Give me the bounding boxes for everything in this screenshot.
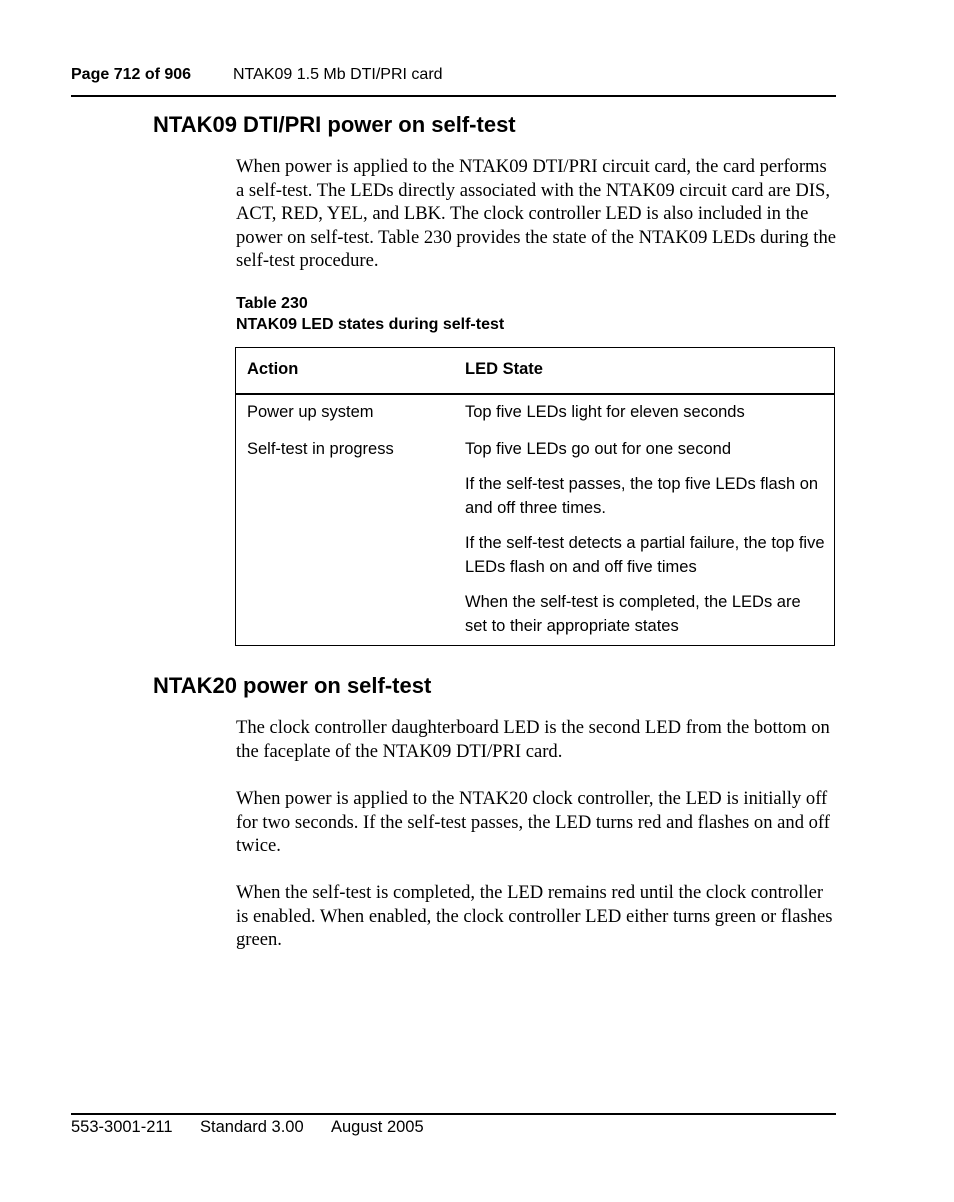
- section-heading-ntak09: NTAK09 DTI/PRI power on self-test: [153, 112, 516, 137]
- table-number: Table 230: [236, 295, 308, 312]
- section2-paragraph-3: When the self-test is completed, the LED remains red until the clock controller is enabled. When enabled, the clock controller LED either turns green or flashes green.: [236, 882, 833, 951]
- table-cell-state: When the self-test is completed, the LEDs are set to their appropriate states: [465, 593, 801, 635]
- table-cell-state: If the self-test detects a partial failure, the top five LEDs flash on and off five times: [465, 534, 825, 576]
- footer-doc-number: 553-3001-211: [71, 1118, 173, 1136]
- footer-divider: [71, 1113, 836, 1115]
- page-number: Page 712 of 906: [71, 66, 192, 83]
- table-title: NTAK09 LED states during self-test: [236, 316, 505, 333]
- table-header-led-state: LED State: [465, 360, 543, 378]
- section2-paragraph-2: When power is applied to the NTAK20 clock controller, the LED is initially off for two seconds. If the self-test passes, the LED turns red and flashes on and off twice.: [236, 788, 830, 857]
- footer-standard: Standard 3.00: [200, 1118, 304, 1136]
- table-cell-action: Power up system: [247, 403, 374, 421]
- table-cell-state: Top five LEDs light for eleven seconds: [465, 403, 745, 421]
- document-title: NTAK09 1.5 Mb DTI/PRI card: [233, 66, 443, 83]
- table-header-action: Action: [247, 360, 299, 378]
- table-header-divider: [236, 393, 834, 395]
- table-cell-action: Self-test in progress: [247, 440, 394, 458]
- section-heading-ntak20: NTAK20 power on self-test: [153, 673, 432, 698]
- section2-paragraph-1: The clock controller daughterboard LED is the second LED from the bottom on the faceplate of the NTAK09 DTI/PRI card.: [236, 717, 830, 762]
- page-header: [71, 66, 836, 96]
- section1-paragraph: When power is applied to the NTAK09 DTI/PRI circuit card, the card performs a self-test. The LEDs directly associated with the NTAK09 circuit card are DIS, ACT, RED, YEL, and LBK. The clock controller LED is also included in the power on self-test. Table 230 provides the state of the NTAK09 LEDs during the self-test procedure.: [236, 156, 836, 272]
- table-cell-state: Top five LEDs go out for one second: [465, 440, 731, 458]
- table-caption: [236, 293, 504, 335]
- header-divider: [71, 95, 836, 97]
- led-states-table: [235, 347, 835, 646]
- table-cell-state: If the self-test passes, the top five LEDs flash on and off three times.: [465, 475, 819, 517]
- footer-date: August 2005: [331, 1118, 424, 1136]
